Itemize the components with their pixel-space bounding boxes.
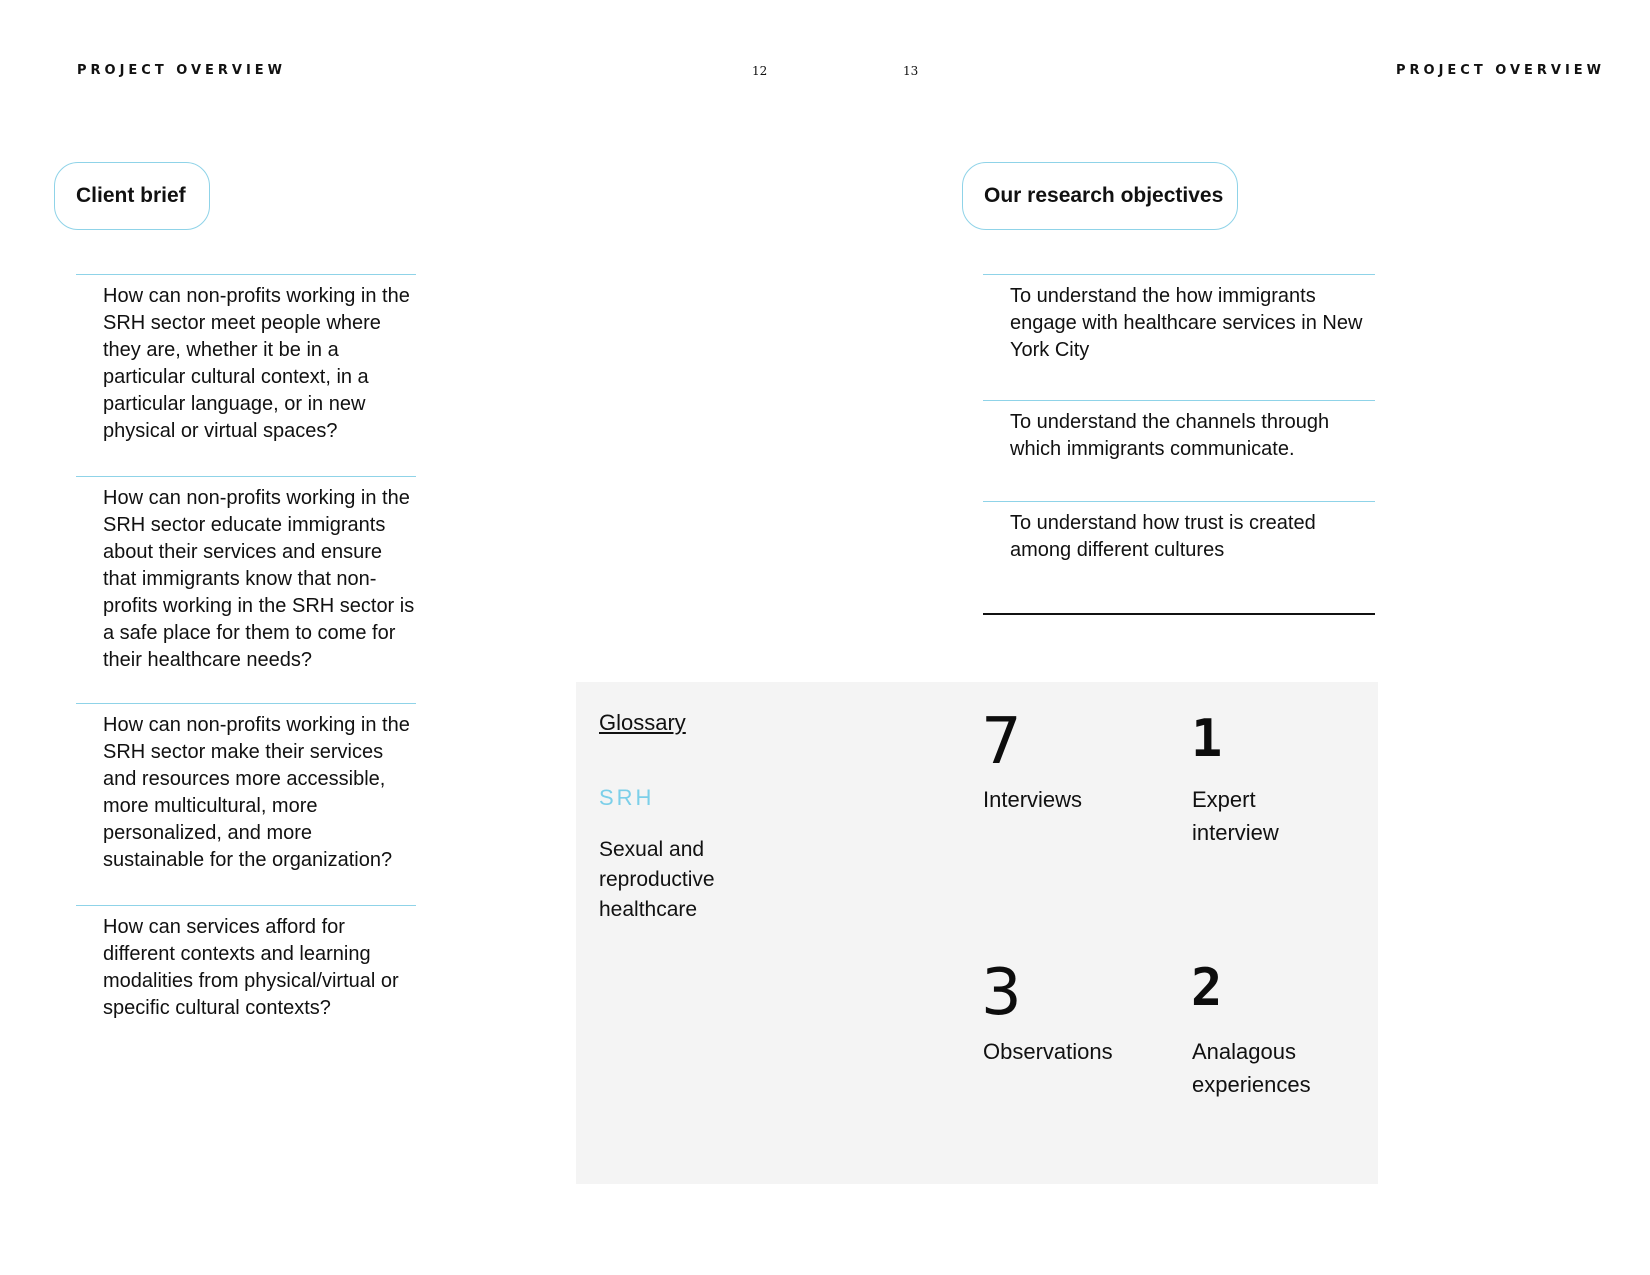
- stat-label: Interviews: [983, 787, 1083, 812]
- stat-number: 7: [981, 705, 1022, 779]
- stat-number: 2: [1191, 958, 1223, 1018]
- research-objective-text: To understand how trust is created among different cultures: [1010, 512, 1316, 561]
- stat-label: Analagous experiences: [1192, 1039, 1311, 1097]
- glossary-title: Glossary: [599, 710, 686, 735]
- research-objective-item: [983, 501, 1375, 615]
- client-brief-item-text: How can non-profits working in the SRH sector meet people where they are, whether it be in a particular cultural context, in a particular language, or in new physical or virtual spaces?: [103, 285, 410, 442]
- client-brief-item-text: How can non-profits working in the SRH sector educate immigrants about their services and ensure that immigrants know that non-profits working in the SRH sector is a safe place for them to come for their healthcare needs?: [103, 487, 415, 671]
- page-number-right: 13: [903, 64, 919, 78]
- client-brief-item: [76, 274, 416, 474]
- client-brief-heading: Client brief: [54, 162, 210, 230]
- client-brief-item-text: How can services afford for different contexts and learning modalities from physical/virtual or specific cultural contexts?: [103, 916, 399, 1019]
- page-number-left: 12: [752, 64, 768, 78]
- stat-label: Observations: [983, 1039, 1113, 1064]
- research-objective-item: [983, 400, 1375, 500]
- stat-number: 1: [1191, 709, 1223, 769]
- header-right-title: PROJECT OVERVIEW: [1396, 63, 1606, 78]
- research-objective-text: To understand the how immigrants engage with healthcare services in New York City: [1010, 285, 1363, 361]
- client-brief-item: [76, 476, 416, 702]
- research-objectives-heading: Our research objectives: [962, 162, 1238, 230]
- stat-label: Expert interview: [1192, 787, 1279, 845]
- research-objective-text: To understand the channels through which immigrants communicate.: [1010, 411, 1330, 460]
- client-brief-item: [76, 905, 416, 1045]
- glossary-panel: [576, 682, 1378, 1184]
- glossary-term: SRH: [599, 785, 655, 810]
- header-left-title: PROJECT OVERVIEW: [77, 63, 287, 78]
- research-objective-item: [983, 274, 1375, 400]
- stat-number: 3: [981, 956, 1022, 1030]
- client-brief-item-text: How can non-profits working in the SRH sector make their services and resources more accessible, more multicultural, more personalized, and more sustainable for the organization?: [103, 714, 410, 871]
- client-brief-item: [76, 703, 416, 903]
- glossary-definition: Sexual and reproductive healthcare: [599, 838, 715, 921]
